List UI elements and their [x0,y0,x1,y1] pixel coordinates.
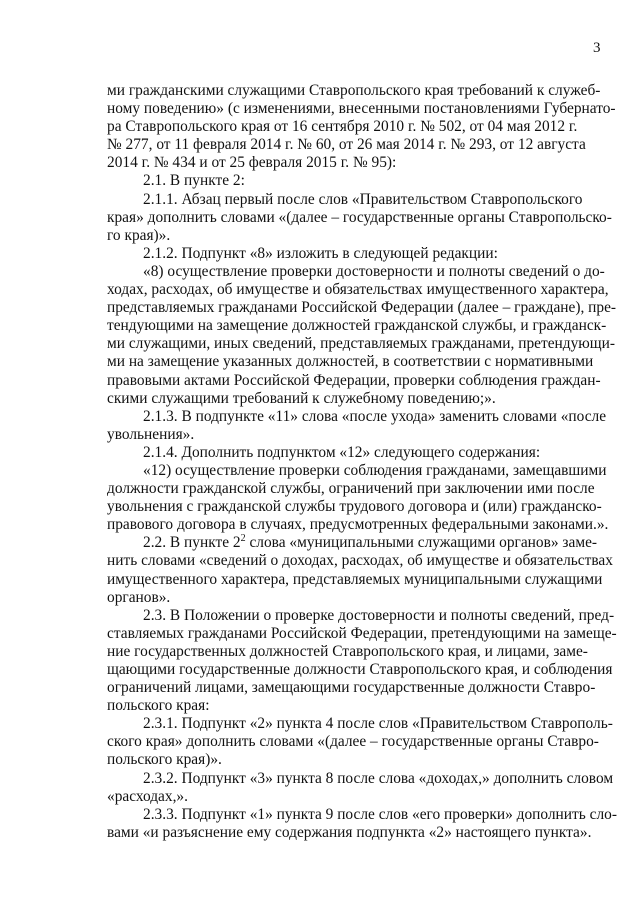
text-line: увольнения». [107,425,195,443]
text-line: ние государственных должностей Ставропольского края, и лицами, заме- [107,642,588,660]
text-line: ми гражданскими служащими Ставропольского края требований к служеб- [107,82,601,99]
text-line: 2.1.3. В подпункте «11» слова «после ухода» заменить словами «после [143,407,607,425]
text-line: тендующими на замещение должностей гражданской службы, и гражданск- [107,317,607,335]
text-line: имущественного характера, представляемых муниципальными служащими [107,570,603,588]
text-line: ставляемых гражданами Российской Федерации, претендующими на замеще- [107,624,617,642]
text-line: ми служащими, иных сведений, представляемых гражданами, претендующи- [107,335,616,353]
text-line: ра Ставропольского края от 16 сентября 2010 г. № 502, от 04 мая 2012 г. [107,118,578,136]
text-line: ограничений лицами, замещающими государственные должности Ставро- [107,679,596,697]
text-line: «12) осуществление проверки соблюдения гражданами, замещавшими [143,461,607,479]
text-line: 2.1. В пункте 2: [143,172,245,190]
text-line: вами «и разъяснение ему содержания подпункта «2» настоящего пункта». [107,823,592,841]
text-line: правового договора в случаях, предусмотренных федеральными законами.». [107,516,609,534]
text-line: польского края)». [107,751,222,769]
text-line: представляемых гражданами Российской Федерации (далее – граждане), пре- [107,299,617,317]
text-line: нить словами «сведений о доходах, расходах, об имуществе и обязательствах [107,552,613,570]
text-line: правовыми актами Российской Федерации, проверки соблюдения граждан- [107,371,601,389]
superscript: 2 [240,533,246,545]
text-line: 2014 г. № 434 и от 25 февраля 2015 г. № 95): [107,154,397,172]
text-line: «8) осуществление проверки достоверности и полноты сведений о до- [143,262,605,280]
text-line: 2.1.2. Подпункт «8» изложить в следующей редакции: [143,244,498,262]
text-line: «расходах,». [107,787,188,805]
text-line: 2.3.1. Подпункт «2» пункта 4 после слов «Правительством Ставрополь- [143,715,613,733]
text-line [107,534,612,552]
text-fragment: 2.2. В пункте 2 [143,534,241,552]
page-number: 3 [593,40,601,56]
text-line: ходах, расходах, об имуществе и обязательствах имущественного характера, [107,281,609,299]
text-line: № 277, от 11 февраля 2014 г. № 60, от 26 мая 2014 г. № 293, от 12 августа [107,136,586,154]
text-line: 2.1.1. Абзац первый после слов «Правительством Ставропольского [143,190,583,208]
text-line: 2.3. В Положении о проверке достоверности и полноты сведений, пред- [143,606,615,624]
text-line: увольнения с гражданской службы трудового договора и (или) гражданско- [107,498,602,516]
text-line: го края)». [107,226,171,244]
text-line: ского края» дополнить словами «(далее – государственные органы Ставро- [107,733,599,751]
text-line: края» дополнить словами «(далее – государственные органы Ставропольско- [107,208,612,226]
text-line: 2.3.3. Подпункт «1» пункта 9 после слов «его проверки» дополнить сло- [143,805,617,823]
text-line: щающими государственные должности Ставропольского края, и соблюдения [107,661,613,678]
text-line: 2.1.4. Дополнить подпунктом «12» следующего содержания: [143,443,541,461]
document-body [107,82,617,842]
text-line: ми на замещение указанных должностей, в соответствии с нормативными [107,353,594,371]
text-line: ному поведению» (с изменениями, внесенными постановлениями Губернато- [107,100,616,118]
text-line: органов». [107,588,171,606]
text-line: скими служащими требований к служебному поведению;». [107,389,496,407]
text-line: должности гражданской службы, ограничений при заключении ими после [107,480,595,498]
text-fragment: слова «муниципальными служащими органов» заме- [245,534,598,552]
text-line: 2.3.2. Подпункт «3» пункта 8 после слова «доходах,» дополнить словом [143,769,614,787]
text-line: польского края: [107,697,210,715]
